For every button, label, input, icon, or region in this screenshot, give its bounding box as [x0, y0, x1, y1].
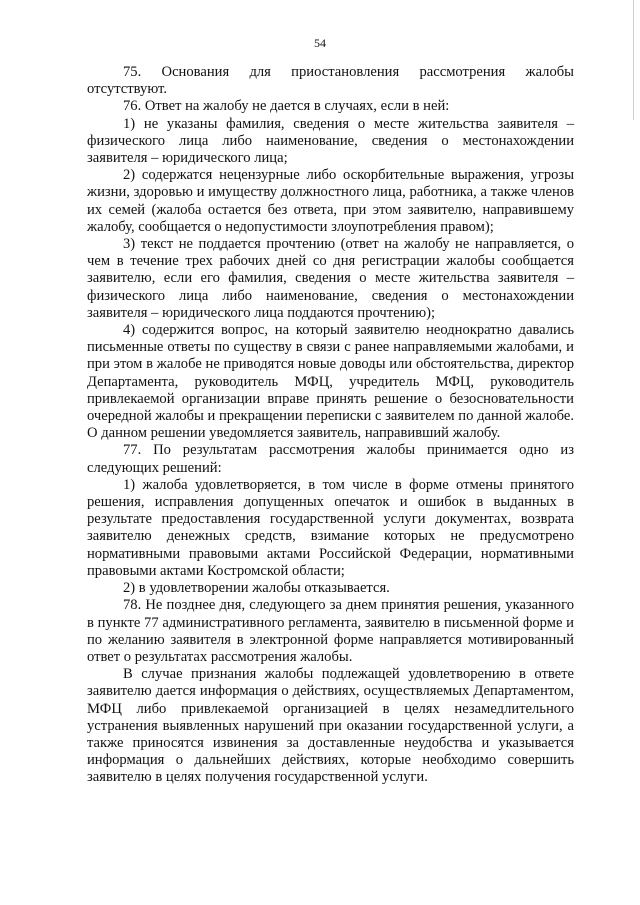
paragraph-75: 75. Основания для приостановления рассмотрения жалобы отсутствуют.	[87, 64, 574, 98]
document-body	[87, 64, 574, 787]
paragraph-78-continuation: В случае признания жалобы подлежащей удовлетворению в ответе заявителю дается информация о действиях, осуществляемых Департаментом, МФЦ либо привлекаемой организацией в целях незамедлительного устранения выявленных нарушений при оказании государственной услуги, а также приносятся извинения за доставленные неудобства и указывается информация о дальнейших действиях, которые необходимо совершить заявителю в целях получения государственной услуги.	[87, 666, 574, 786]
paragraph-76-item-2: 2) содержатся нецензурные либо оскорбительные выражения, угрозы жизни, здоровью и имуществу должностного лица, работника, а также членов их семей (жалоба остается без ответа, при этом заявителю, направившему жалобу, сообщается о недопустимости злоупотребления правом);	[87, 167, 574, 235]
paragraph-76-item-4: 4) содержится вопрос, на который заявителю неоднократно давались письменные ответы по существу в связи с ранее направляемыми жалобами, и при этом в жалобе не приводятся новые доводы или обстоятельства, директор Департамента, руководитель МФЦ, учредитель МФЦ, руководитель привлекаемой организации вправе принять решение о безосновательности очередной жалобы и прекращении переписки с заявителем по данной жалобе. О данном решении уведомляется заявитель, направивший жалобу.	[87, 322, 574, 442]
paragraph-77-item-2: 2) в удовлетворении жалобы отказывается.	[123, 580, 390, 597]
paragraph-76-item-1: 1) не указаны фамилия, сведения о месте жительства заявителя – физического лица либо наименование, сведения о местонахождении заявителя – юридического лица;	[87, 115, 574, 167]
paragraph-76-item-3: 3) текст не поддается прочтению (ответ на жалобу не направляется, о чем в течение трех рабочих дней со дня регистрации жалобы сообщается заявителю, если его фамилия, сведения о месте жительства заявителя – физического лица либо наименование, сведения о местонахождении заявителя – юридического лица поддаются прочтению);	[87, 236, 574, 321]
paragraph-77: 77. По результатам рассмотрения жалобы принимается одно из следующих решений:	[87, 442, 574, 476]
paragraph-77-item-1: 1) жалоба удовлетворяется, в том числе в форме отмены принятого решения, исправления допущенных опечаток и ошибок в выданных в результате предоставления государственной услуги документах, возврата заявителю денежных средств, взимание которых не предусмотрено нормативными правовыми актами Российской Федерации, нормативными правовыми актами Костромской области;	[87, 476, 574, 579]
paragraph-76: 76. Ответ на жалобу не дается в случаях, если в ней:	[123, 98, 450, 115]
scan-edge-line	[633, 0, 640, 120]
paragraph-78: 78. Не позднее дня, следующего за днем принятия решения, указанного в пункте 77 административного регламента, заявителю в письменной форме и по желанию заявителя в электронной форме направляется мотивированный ответ о результатах рассмотрения жалобы.	[87, 597, 574, 665]
page-number: 54	[314, 36, 326, 50]
